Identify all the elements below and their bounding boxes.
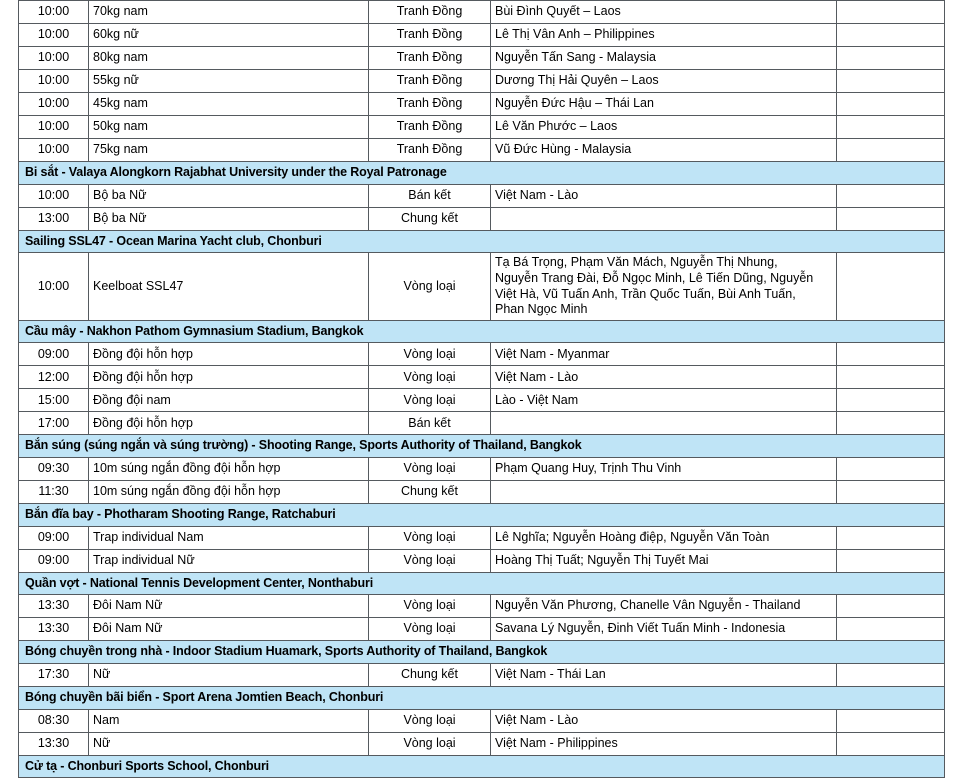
cell-event: 10m súng ngắn đồng đội hỗn hợp: [89, 481, 369, 504]
cell-participants: Việt Nam - Lào: [491, 366, 837, 389]
cell-notes: [837, 458, 945, 481]
cell-round: Vòng loại: [369, 709, 491, 732]
schedule-table-body: [19, 1, 945, 778]
cell-time: 10:00: [19, 70, 89, 93]
table-row: [19, 184, 945, 207]
schedule-table: [18, 0, 945, 778]
table-row: [19, 458, 945, 481]
cell-round: Bán kết: [369, 412, 491, 435]
cell-participants: [491, 207, 837, 230]
cell-participants: Lê Nghĩa; Nguyễn Hoàng điệp, Nguyễn Văn Toàn: [491, 526, 837, 549]
cell-notes: [837, 618, 945, 641]
cell-time: 10:00: [19, 1, 89, 24]
cell-round: Tranh Đồng: [369, 70, 491, 93]
table-row: [19, 207, 945, 230]
section-header-label: Bóng chuyền trong nhà - Indoor Stadium Huamark, Sports Authority of Thailand, Bangkok: [19, 641, 945, 664]
cell-notes: [837, 93, 945, 116]
cell-participants: Phạm Quang Huy, Trịnh Thu Vinh: [491, 458, 837, 481]
cell-notes: [837, 526, 945, 549]
cell-participants: Hoàng Thị Tuất; Nguyễn Thị Tuyết Mai: [491, 549, 837, 572]
cell-round: Vòng loại: [369, 458, 491, 481]
table-row: [19, 93, 945, 116]
participants-line: Phan Ngọc Minh: [495, 302, 588, 317]
cell-time: 10:00: [19, 24, 89, 47]
cell-event: Đồng đội hỗn hợp: [89, 412, 369, 435]
cell-round: Tranh Đồng: [369, 1, 491, 24]
cell-notes: [837, 70, 945, 93]
cell-notes: [837, 481, 945, 504]
cell-notes: [837, 389, 945, 412]
cell-participants: Lê Thị Vân Anh – Philippines: [491, 24, 837, 47]
table-row: [19, 663, 945, 686]
cell-event: Bộ ba Nữ: [89, 184, 369, 207]
cell-event: 10m súng ngắn đồng đội hỗn hợp: [89, 458, 369, 481]
cell-participants: Lê Văn Phước – Laos: [491, 116, 837, 139]
cell-participants: Việt Nam - Lào: [491, 709, 837, 732]
cell-notes: [837, 732, 945, 755]
cell-time: 13:30: [19, 732, 89, 755]
cell-notes: [837, 412, 945, 435]
cell-round: Chung kết: [369, 207, 491, 230]
cell-notes: [837, 1, 945, 24]
cell-round: Chung kết: [369, 481, 491, 504]
cell-participants: Bùi Đình Quyết – Laos: [491, 1, 837, 24]
cell-event: 60kg nữ: [89, 24, 369, 47]
cell-time: 10:00: [19, 116, 89, 139]
cell-participants: [491, 481, 837, 504]
cell-participants: [491, 253, 837, 321]
cell-participants: Savana Lý Nguyễn, Đinh Viết Tuấn Minh - Indonesia: [491, 618, 837, 641]
cell-notes: [837, 343, 945, 366]
cell-time: 13:30: [19, 595, 89, 618]
cell-round: Vòng loại: [369, 618, 491, 641]
table-row: [19, 343, 945, 366]
section-header-label: Bi sắt - Valaya Alongkorn Rajabhat University under the Royal Patronage: [19, 162, 945, 185]
table-row: [19, 139, 945, 162]
cell-event: Trap individual Nữ: [89, 549, 369, 572]
cell-round: Vòng loại: [369, 253, 491, 321]
section-header-row: [19, 504, 945, 527]
table-row: [19, 732, 945, 755]
cell-notes: [837, 663, 945, 686]
table-row: [19, 481, 945, 504]
cell-event: Đôi Nam Nữ: [89, 595, 369, 618]
cell-event: Nam: [89, 709, 369, 732]
section-header-label: Cử tạ - Chonburi Sports School, Chonburi: [19, 755, 945, 778]
cell-event: Đồng đội hỗn hợp: [89, 343, 369, 366]
cell-round: Tranh Đồng: [369, 116, 491, 139]
cell-round: Vòng loại: [369, 366, 491, 389]
section-header-row: [19, 686, 945, 709]
section-header-row: [19, 320, 945, 343]
cell-time: 09:00: [19, 343, 89, 366]
participants-line: Việt Hà, Vũ Tuấn Anh, Trần Quốc Tuấn, Bùi Anh Tuấn,: [495, 286, 796, 301]
cell-time: 09:00: [19, 549, 89, 572]
cell-participants: Vũ Đức Hùng - Malaysia: [491, 139, 837, 162]
cell-participants: Lào - Việt Nam: [491, 389, 837, 412]
cell-event: Bộ ba Nữ: [89, 207, 369, 230]
section-header-label: Sailing SSL47 - Ocean Marina Yacht club, Chonburi: [19, 230, 945, 253]
cell-round: Vòng loại: [369, 389, 491, 412]
table-row: [19, 116, 945, 139]
cell-notes: [837, 595, 945, 618]
cell-time: 17:30: [19, 663, 89, 686]
cell-time: 13:00: [19, 207, 89, 230]
section-header-label: Bắn đĩa bay - Photharam Shooting Range, Ratchaburi: [19, 504, 945, 527]
section-header-row: [19, 755, 945, 778]
cell-time: 10:00: [19, 184, 89, 207]
cell-time: 09:00: [19, 526, 89, 549]
cell-participants: Nguyễn Đức Hậu – Thái Lan: [491, 93, 837, 116]
cell-event: Đồng đội nam: [89, 389, 369, 412]
cell-time: 10:00: [19, 93, 89, 116]
table-row: [19, 24, 945, 47]
cell-round: Tranh Đồng: [369, 139, 491, 162]
section-header-row: [19, 230, 945, 253]
cell-notes: [837, 709, 945, 732]
section-header-row: [19, 435, 945, 458]
cell-time: 15:00: [19, 389, 89, 412]
cell-round: Tranh Đồng: [369, 93, 491, 116]
cell-event: 70kg nam: [89, 1, 369, 24]
cell-participants: Việt Nam - Philippines: [491, 732, 837, 755]
table-row: [19, 47, 945, 70]
participants-line: Tạ Bá Trọng, Phạm Văn Mách, Nguyễn Thị Nhung,: [495, 255, 778, 270]
cell-notes: [837, 116, 945, 139]
cell-round: Tranh Đồng: [369, 47, 491, 70]
cell-event: Nữ: [89, 732, 369, 755]
table-row: [19, 253, 945, 321]
cell-round: Vòng loại: [369, 595, 491, 618]
cell-event: 50kg nam: [89, 116, 369, 139]
table-row: [19, 412, 945, 435]
cell-time: 13:30: [19, 618, 89, 641]
cell-participants: Việt Nam - Lào: [491, 184, 837, 207]
cell-participants: Việt Nam - Thái Lan: [491, 663, 837, 686]
cell-notes: [837, 139, 945, 162]
cell-event: Đôi Nam Nữ: [89, 618, 369, 641]
table-row: [19, 526, 945, 549]
table-row: [19, 618, 945, 641]
cell-time: 10:00: [19, 47, 89, 70]
table-row: [19, 389, 945, 412]
cell-notes: [837, 24, 945, 47]
cell-notes: [837, 549, 945, 572]
cell-event: 45kg nam: [89, 93, 369, 116]
cell-time: 10:00: [19, 139, 89, 162]
cell-participants: Dương Thị Hải Quyên – Laos: [491, 70, 837, 93]
cell-notes: [837, 184, 945, 207]
cell-time: 17:00: [19, 412, 89, 435]
cell-round: Vòng loại: [369, 343, 491, 366]
cell-notes: [837, 47, 945, 70]
cell-time: 11:30: [19, 481, 89, 504]
table-row: [19, 1, 945, 24]
cell-round: Vòng loại: [369, 732, 491, 755]
section-header-label: Quần vợt - National Tennis Development Center, Nonthaburi: [19, 572, 945, 595]
cell-participants: Nguyễn Tấn Sang - Malaysia: [491, 47, 837, 70]
section-header-row: [19, 572, 945, 595]
cell-event: Keelboat SSL47: [89, 253, 369, 321]
cell-time: 08:30: [19, 709, 89, 732]
section-header-label: Bóng chuyền bãi biển - Sport Arena Jomtien Beach, Chonburi: [19, 686, 945, 709]
cell-event: 80kg nam: [89, 47, 369, 70]
table-row: [19, 595, 945, 618]
cell-round: Vòng loại: [369, 526, 491, 549]
table-row: [19, 366, 945, 389]
cell-time: 12:00: [19, 366, 89, 389]
cell-participants: [491, 412, 837, 435]
cell-notes: [837, 207, 945, 230]
table-row: [19, 70, 945, 93]
cell-round: Bán kết: [369, 184, 491, 207]
cell-event: Trap individual Nam: [89, 526, 369, 549]
cell-time: 09:30: [19, 458, 89, 481]
section-header-row: [19, 162, 945, 185]
cell-notes: [837, 253, 945, 321]
table-row: [19, 549, 945, 572]
cell-participants: Việt Nam - Myanmar: [491, 343, 837, 366]
cell-round: Tranh Đồng: [369, 24, 491, 47]
participants-line: Nguyễn Trang Đài, Đỗ Ngọc Minh, Lê Tiến Dũng, Nguyễn: [495, 270, 814, 285]
cell-event: 75kg nam: [89, 139, 369, 162]
cell-notes: [837, 366, 945, 389]
section-header-label: Bắn súng (súng ngắn và súng trường) - Shooting Range, Sports Authority of Thailand, Bangkok: [19, 435, 945, 458]
section-header-label: Cầu mây - Nakhon Pathom Gymnasium Stadium, Bangkok: [19, 320, 945, 343]
cell-time: 10:00: [19, 253, 89, 321]
cell-participants: Nguyễn Văn Phương, Chanelle Vân Nguyễn - Thailand: [491, 595, 837, 618]
cell-event: Nữ: [89, 663, 369, 686]
cell-round: Vòng loại: [369, 549, 491, 572]
table-row: [19, 709, 945, 732]
cell-round: Chung kết: [369, 663, 491, 686]
cell-event: 55kg nữ: [89, 70, 369, 93]
section-header-row: [19, 641, 945, 664]
cell-event: Đồng đội hỗn hợp: [89, 366, 369, 389]
